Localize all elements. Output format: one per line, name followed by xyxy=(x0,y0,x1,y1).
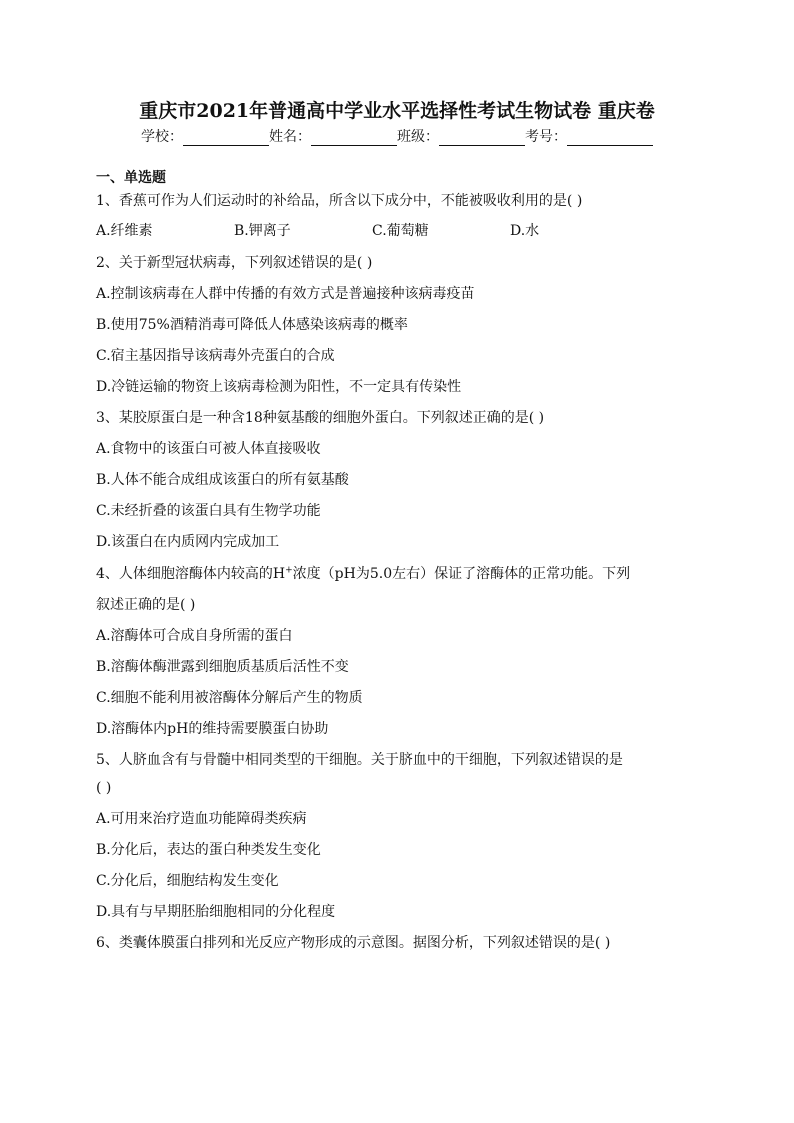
q4-stem-post: 浓度（pH为5.0左右）保证了溶酶体的正常功能。下列 xyxy=(292,566,631,582)
q1-options xyxy=(96,220,696,240)
q3-stem: 3、某胶原蛋白是一种含18种氨基酸的细胞外蛋白。下列叙述正确的是( ) xyxy=(96,410,545,426)
q2-option-b: B.使用75%酒精消毒可降低人体感染该病毒的概率 xyxy=(96,317,408,333)
q6-stem: 6、类囊体膜蛋白排列和光反应产物形成的示意图。据图分析，下列叙述错误的是( ) xyxy=(96,935,611,951)
q5-option-a: A.可用来治疗造血功能障碍类疾病 xyxy=(96,811,307,827)
exam-title: 重庆市2021年普通高中学业水平选择性考试生物试卷 重庆卷 xyxy=(139,100,655,122)
name-blank[interactable] xyxy=(311,131,397,146)
q2-option-d: D.冷链运输的物资上该病毒检测为阳性，不一定具有传染性 xyxy=(96,379,462,395)
q4-stem-pre: 4、人体细胞溶酶体内较高的H xyxy=(96,566,286,582)
q5-stem: 5、人脐血含有与骨髓中相同类型的干细胞。关于脐血中的干细胞，下列叙述错误的是 xyxy=(96,752,623,768)
section-heading: 一、单选题 xyxy=(96,170,166,186)
q2-option-c: C.宿主基因指导该病毒外壳蛋白的合成 xyxy=(96,348,335,364)
student-info-line xyxy=(0,126,794,146)
q2-stem: 2、关于新型冠状病毒，下列叙述错误的是( ) xyxy=(96,255,373,271)
school-blank[interactable] xyxy=(183,131,269,146)
q4-stem-sup: + xyxy=(285,565,293,576)
q1-stem: 1、香蕉可作为人们运动时的补给品，所含以下成分中，不能被吸收利用的是( ) xyxy=(96,193,583,209)
q4-option-d: D.溶酶体内pH的维持需要膜蛋白协助 xyxy=(96,721,329,737)
school-label: 学校： xyxy=(141,129,183,145)
class-label: 班级： xyxy=(397,129,439,145)
number-blank[interactable] xyxy=(567,131,653,146)
q4-stem xyxy=(96,563,630,583)
q5-option-c: C.分化后，细胞结构发生变化 xyxy=(96,873,279,889)
class-blank[interactable] xyxy=(439,131,525,146)
q5-stem-cont: ( ) xyxy=(96,780,112,796)
q2-option-a: A.控制该病毒在人群中传播的有效方式是普遍接种该病毒疫苗 xyxy=(96,286,475,302)
q4-option-a: A.溶酶体可合成自身所需的蛋白 xyxy=(96,628,293,644)
q4-option-c: C.细胞不能利用被溶酶体分解后产生的物质 xyxy=(96,690,363,706)
q1-option-c: C.葡萄糖 xyxy=(372,223,429,239)
q1-option-d: D.水 xyxy=(510,223,540,239)
q4-option-b: B.溶酶体酶泄露到细胞质基质后活性不变 xyxy=(96,659,349,675)
q3-option-d: D.该蛋白在内质网内完成加工 xyxy=(96,534,280,550)
q3-option-c: C.未经折叠的该蛋白具有生物学功能 xyxy=(96,503,321,519)
q5-option-b: B.分化后，表达的蛋白种类发生变化 xyxy=(96,842,321,858)
name-label: 姓名： xyxy=(269,129,311,145)
number-label: 考号： xyxy=(525,129,567,145)
q3-option-b: B.人体不能合成组成该蛋白的所有氨基酸 xyxy=(96,472,349,488)
q1-option-b: B.钾离子 xyxy=(234,223,291,239)
q3-option-a: A.食物中的该蛋白可被人体直接吸收 xyxy=(96,441,321,457)
q4-stem-cont: 叙述正确的是( ) xyxy=(96,597,196,613)
q1-option-a: A.纤维素 xyxy=(96,223,153,239)
q5-option-d: D.具有与早期胚胎细胞相同的分化程度 xyxy=(96,904,336,920)
